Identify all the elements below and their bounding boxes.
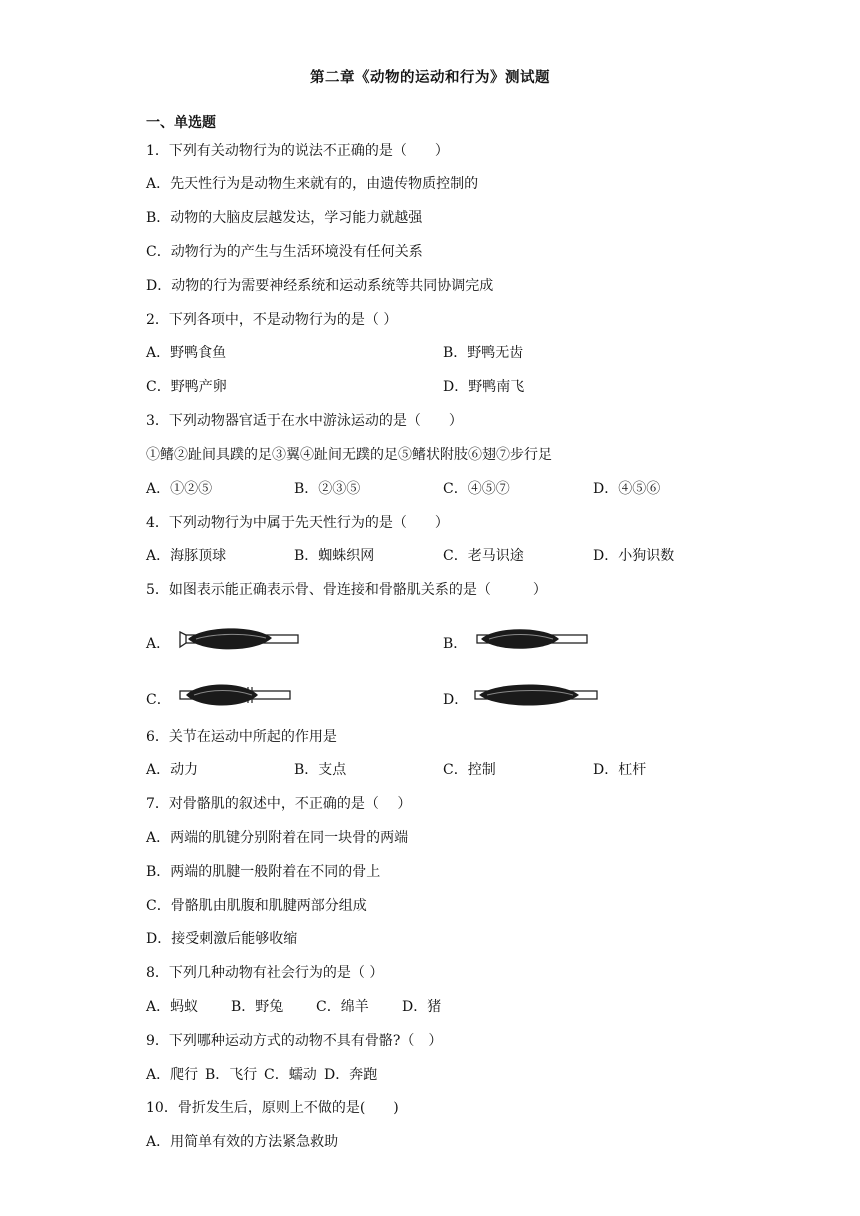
page-title: 第二章《动物的运动和行为》测试题 [310, 69, 550, 86]
q5-option-a-label: A． [146, 636, 171, 652]
q9-option-b: B．飞行 [205, 1067, 258, 1083]
question-8-stem: 8．下列几种动物有社会行为的是（ ） [146, 965, 384, 981]
question-3-items: ①鳍②趾间具蹼的足③翼④趾间无蹼的足⑤鳍状附肢⑥翅⑦步行足 [146, 447, 552, 463]
q2-option-a: A．野鸭食鱼 [146, 345, 227, 361]
q3-option-d: D．④⑤⑥ [593, 481, 661, 497]
q4-option-b: B．蜘蛛织网 [294, 548, 375, 564]
question-7-stem: 7．对骨骼肌的叙述中，不正确的是（ ） [146, 796, 412, 812]
question-6-stem: 6．关节在运动中所起的作用是 [146, 729, 337, 745]
q8-option-d: D．猪 [402, 999, 442, 1015]
q6-option-b: B．支点 [294, 762, 347, 778]
q1-option-d: D．动物的行为需要神经系统和运动系统等共同协调完成 [146, 278, 494, 294]
q7-option-c: C．骨骼肌由肌腹和肌腱两部分组成 [146, 898, 367, 914]
question-1-stem: 1．下列有关动物行为的说法不正确的是（ ） [146, 143, 449, 159]
section-heading: 一、单选题 [146, 115, 216, 131]
q4-option-c: C．老马识途 [443, 548, 524, 564]
q2-option-b: B．野鸭无齿 [443, 345, 524, 361]
q3-option-c: C．④⑤⑦ [443, 481, 510, 497]
question-5-stem: 5．如图表示能正确表示骨、骨连接和骨骼肌关系的是（ ） [146, 582, 547, 598]
q5-option-d-label: D． [443, 692, 469, 708]
q10-option-a: A．用简单有效的方法紧急救助 [146, 1134, 339, 1150]
q9-option-c: C．蠕动 [264, 1067, 317, 1083]
q6-option-c: C．控制 [443, 762, 496, 778]
q1-option-a: A．先天性行为是动物生来就有的，由遗传物质控制的 [146, 176, 479, 192]
q4-option-a: A．海豚顶球 [146, 548, 227, 564]
question-4-stem: 4．下列动物行为中属于先天性行为的是（ ） [146, 515, 449, 531]
q2-option-c: C．野鸭产卵 [146, 379, 227, 395]
q6-option-d: D．杠杆 [593, 762, 647, 778]
q5-option-c-label: C． [146, 692, 171, 708]
q5-option-b-label: B． [443, 636, 468, 652]
question-9-stem: 9．下列哪种运动方式的动物不具有骨骼?（ ） [146, 1033, 443, 1049]
q8-option-c: C．绵羊 [316, 999, 369, 1015]
q1-option-b: B．动物的大脑皮层越发达，学习能力就越强 [146, 210, 423, 226]
q9-option-a: A．爬行 [146, 1067, 199, 1083]
bone-muscle-figure-a [176, 621, 301, 661]
q7-option-a: A．两端的肌键分别附着在同一块骨的两端 [146, 830, 409, 846]
q8-option-b: B．野兔 [231, 999, 284, 1015]
q6-option-a: A．动力 [146, 762, 199, 778]
q8-option-a: A．蚂蚁 [146, 999, 199, 1015]
q7-option-d: D．接受刺激后能够收缩 [146, 931, 298, 947]
q9-option-d: D．奔跑 [324, 1067, 378, 1083]
q4-option-d: D．小狗识数 [593, 548, 675, 564]
bone-muscle-figure-d [473, 677, 603, 717]
question-3-stem: 3．下列动物器官适于在水中游泳运动的是（ ） [146, 413, 463, 429]
question-10-stem: 10．骨折发生后，原则上不做的是( ) [146, 1100, 399, 1116]
q1-option-c: C．动物行为的产生与生活环境没有任何关系 [146, 244, 423, 260]
q3-option-b: B．②③⑤ [294, 481, 361, 497]
bone-muscle-figure-c [176, 677, 301, 717]
q7-option-b: B．两端的肌腱一般附着在不同的骨上 [146, 864, 381, 880]
bone-muscle-figure-b [473, 621, 598, 661]
q2-option-d: D．野鸭南飞 [443, 379, 525, 395]
q3-option-a: A．①②⑤ [146, 481, 213, 497]
question-2-stem: 2．下列各项中，不是动物行为的是（ ） [146, 312, 398, 328]
